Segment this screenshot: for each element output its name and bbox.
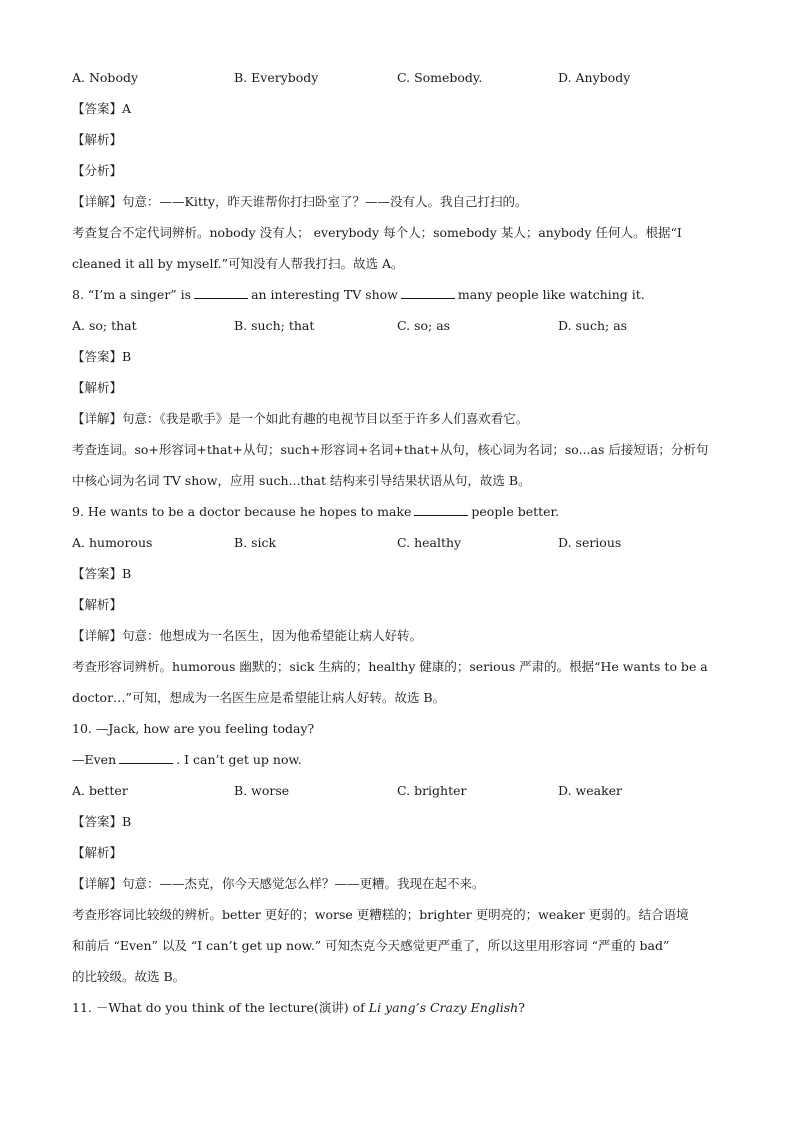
q7-option-b: B. Everybody <box>234 70 319 85</box>
q7-detail: 【详解】句意：——Kitty，昨天谁帮你打扫卧室了？——没有人。我自己打扫的。 <box>72 194 528 209</box>
q10-stem-line-1: 10. —Jack, how are you feeling today? <box>72 721 315 736</box>
q8-stem-part-3: many people like watching it. <box>457 287 645 302</box>
q10-analysis-heading: 【解析】 <box>72 845 123 860</box>
q10-stem-part-2: . I can’t get up now. <box>176 752 302 767</box>
q8-blank-2 <box>401 288 455 299</box>
q7-answer: 【答案】A <box>72 101 132 116</box>
q7-fenxi-heading: 【分析】 <box>72 163 123 178</box>
q8-blank-1 <box>194 288 248 299</box>
q7-analysis-heading: 【解析】 <box>72 132 123 147</box>
q9-answer: 【答案】B <box>72 566 132 581</box>
q9-options <box>72 527 732 558</box>
q9-option-c: C. healthy <box>397 535 462 550</box>
q9-analysis-heading: 【解析】 <box>72 597 123 612</box>
q8-option-d: D. such; as <box>558 318 628 333</box>
q9-detail: 【详解】句意：他想成为一名医生，因为他希望能让病人好转。 <box>72 628 423 643</box>
q8-stem-part-2: an interesting TV show <box>251 287 398 302</box>
q9-option-d: D. serious <box>558 535 622 550</box>
q7-option-d: D. Anybody <box>558 70 631 85</box>
q8-stem <box>72 279 732 310</box>
q8-detail: 【详解】句意：《我是歌手》是一个如此有趣的电视节目以至于许多人们喜欢看它。 <box>72 411 529 426</box>
q8-option-b: B. such; that <box>234 318 315 333</box>
q7-explanation-line-1: 考查复合不定代词辨析。nobody 没有人； everybody 每个人；somebody 某人；anybody 任何人。根据“I <box>72 225 682 240</box>
q8-options <box>72 310 732 341</box>
q11-stem <box>72 992 732 1023</box>
q11-stem-part-2: ? <box>518 1000 525 1015</box>
q10-options <box>72 775 732 806</box>
q10-explanation-line-1: 考查形容词比较级的辨析。better 更好的；worse 更糟糕的；brighter 更明亮的；weaker 更弱的。结合语境 <box>72 907 689 922</box>
q10-option-c: C. brighter <box>397 783 467 798</box>
q7-option-a: A. Nobody <box>72 70 139 85</box>
q8-analysis-heading: 【解析】 <box>72 380 123 395</box>
q9-option-a: A. humorous <box>72 535 153 550</box>
q9-explanation-line-2: doctor…”可知，想成为一名医生应是希望能让病人好转。故选 B。 <box>72 690 446 705</box>
q10-explanation-line-3: 的比较级。故选 B。 <box>72 969 186 984</box>
q8-answer: 【答案】B <box>72 349 132 364</box>
q10-detail: 【详解】句意：——杰克，你今天感觉怎么样？——更糟。我现在起不来。 <box>72 876 485 891</box>
q10-option-b: B. worse <box>234 783 290 798</box>
q10-option-a: A. better <box>72 783 128 798</box>
q7-options <box>72 62 732 93</box>
document-page <box>72 62 732 1023</box>
q10-explanation-line-2: 和前后 “Even” 以及 “I can’t get up now.” 可知杰克今天感觉更严重了，所以这里用形容词 “严重的 bad” <box>72 938 670 953</box>
q9-stem-part-2: people better. <box>471 504 560 519</box>
q8-explanation-line-2: 中核心词为名词 TV show，应用 such...that 结构来引导结果状语从句，故选 B。 <box>72 473 531 488</box>
q8-option-a: A. so; that <box>72 318 137 333</box>
q10-stem-part-1: —Even <box>72 752 117 767</box>
q7-option-c: C. Somebody. <box>397 70 483 85</box>
q11-stem-title: Li yang’s Crazy English <box>368 1000 519 1015</box>
q8-explanation-line-1: 考查连词。so+形容词+that+从句；such+形容词+名词+that+从句，核心词为名词；so...as 后接短语；分析句 <box>72 442 709 457</box>
q9-stem <box>72 496 732 527</box>
q9-explanation-line-1: 考查形容词辨析。humorous 幽默的；sick 生病的；healthy 健康的；serious 严肃的。根据“He wants to be a <box>72 659 708 674</box>
q8-option-c: C. so; as <box>397 318 451 333</box>
q9-blank <box>414 505 468 516</box>
q10-option-d: D. weaker <box>558 783 623 798</box>
q10-blank <box>119 753 173 764</box>
q9-option-b: B. sick <box>234 535 277 550</box>
q11-stem-part-1: 11. －What do you think of the lecture(演讲) of <box>72 1000 365 1015</box>
q9-stem-part-1: 9. He wants to be a doctor because he hopes to make <box>72 504 412 519</box>
q8-stem-part-1: 8. “I’m a singer” is <box>72 287 192 302</box>
q10-stem-line-2 <box>72 744 732 775</box>
q7-explanation-line-2: cleaned it all by myself.”可知没有人帮我打扫。故选 A。 <box>72 256 404 271</box>
q10-answer: 【答案】B <box>72 814 132 829</box>
